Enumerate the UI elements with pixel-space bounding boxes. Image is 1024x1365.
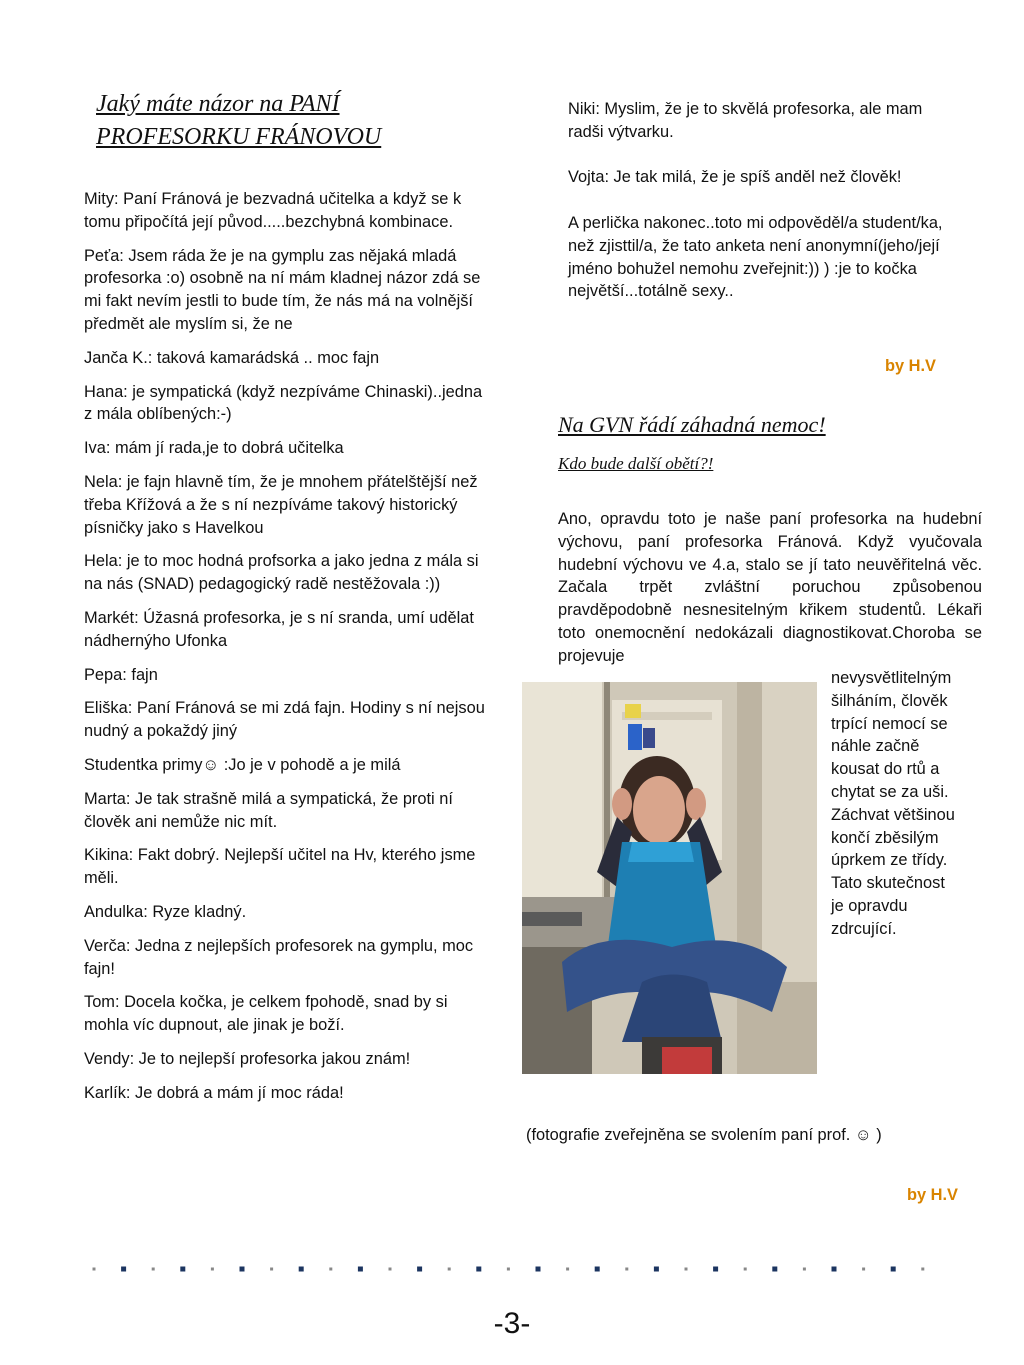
article-body: Ano, opravdu toto je naše paní profesorka na hudební výchovu, paní profesorka Fránová. Když vyučovala hudební výchovu ve 4.a, stalo se jí tato neuvěřitelná věc. Začala trpět zvláštní poruchou způsobenou pravděpodobně nesnesitelným křikem studentů. Lékaři toto onemocnění nedokázali diagnostikovat.Choroba se projevuje	[558, 510, 982, 665]
divider-dot	[595, 1267, 600, 1272]
divider-dot	[625, 1268, 628, 1271]
survey-comment: Tom: Docela kočka, je celkem fpohodě, snad by si mohla víc dupnout, ale jinak je boží.	[84, 993, 448, 1035]
survey-comment: Nela: je fajn hlavně tím, že je mnohem přátelštější než třeba Křížová a že s ní nezpíváme takový historický písničky jako s Havelkou	[84, 472, 478, 537]
survey-byline: by H.V	[884, 357, 936, 375]
divider-dot	[862, 1268, 865, 1271]
divider-dot	[803, 1268, 806, 1271]
divider-dot	[536, 1267, 541, 1272]
divider-dot	[921, 1268, 924, 1271]
survey-comment: Markét: Úžasná profesorka, je s ní sranda, umí udělat nádhernýho Ufonka	[84, 608, 474, 650]
article-title: Na GVN řádí záhadná nemoc!	[558, 412, 826, 437]
survey-comment: Verča: Jedna z nejlepších profesorek na gymplu, moc fajn!	[84, 936, 474, 978]
survey-comment: Kikina: Fakt dobrý. Nejlepší učitel na Hv, kterého jsme měli.	[84, 846, 476, 888]
survey-comment: Vendy: Je to nejlepší profesorka jakou znám!	[84, 1049, 411, 1068]
divider-dots	[84, 1262, 944, 1276]
survey-comment: Hana: je sympatická (když nezpíváme Chinaski)..jedna z mála oblíbených:-)	[84, 382, 483, 424]
page-number: -3-	[493, 1307, 531, 1340]
dotted-divider	[84, 1262, 944, 1276]
divider-dot	[654, 1267, 659, 1272]
article-body-continued: nevysvětlitelným šilháním, člověk trpící nemocí se náhle začně kousat do rtů a chytat se za uši. Záchvat většinou končí zběsilým úprkem ze třídy. Tato skutečnost je opravdu zdrcující.	[831, 669, 955, 938]
survey-comment: Andulka: Ryze kladný.	[84, 902, 247, 921]
divider-dot	[93, 1268, 96, 1271]
article-subtitle: Kdo bude další obětí?!	[558, 454, 714, 473]
article-header	[558, 410, 988, 476]
divider-dot	[270, 1268, 273, 1271]
survey-comment: Mity: Paní Fránová je bezvadná učitelka a když se k tomu připočítá její původ.....bezchybná kombinace.	[84, 190, 462, 231]
right-column	[568, 98, 954, 326]
divider-dot	[507, 1268, 510, 1271]
photo-illustration	[522, 682, 817, 1074]
survey-comment: Iva: mám jí rada,je to dobrá učitelka	[84, 439, 344, 458]
divider-dot	[152, 1268, 155, 1271]
divider-dot	[744, 1268, 747, 1271]
article-byline: by H.V	[906, 1186, 958, 1204]
divider-dot	[389, 1268, 392, 1271]
divider-dot	[329, 1268, 332, 1271]
divider-dot	[713, 1267, 718, 1272]
survey-comment: Studentka primy☺ :Jo je v pohodě a je milá	[84, 755, 401, 774]
divider-dot	[358, 1267, 363, 1272]
divider-dot	[299, 1267, 304, 1272]
survey-comment: Karlík: Je dobrá a mám jí moc ráda!	[84, 1083, 344, 1102]
survey-comment: Peťa: Jsem ráda že je na gymplu zas nějaká mladá profesorka :o) osobně na ní mám kladnej názor zdá se mi fakt nevím jestli to bude tím, že nás má na volnější předmět ale myslím si, že ne	[84, 246, 481, 333]
survey-comment: Vojta: Je tak milá, že je spíš anděl než člověk!	[568, 168, 902, 187]
divider-dot	[832, 1267, 837, 1272]
divider-dot	[448, 1268, 451, 1271]
survey-comment: Hela: je to moc hodná profsorka a jako jedna z mála si na nás (SNAD) pedagogický radě nestěžovala :))	[84, 552, 479, 594]
survey-comment: Marta: Je tak strašně milá a sympatická, že proti ní člověk ani nemůže nic mít.	[84, 789, 453, 831]
survey-title: Jaký máte názor na PANÍ PROFESORKU FRÁNOVOU	[96, 91, 382, 150]
divider-dot	[121, 1267, 126, 1272]
divider-dot	[891, 1267, 896, 1272]
left-column	[84, 88, 494, 1116]
survey-comment: Niki: Myslim, že je to skvělá profesorka, ale mam radši výtvarku.	[568, 100, 923, 141]
survey-comment: Pepa: fajn	[84, 665, 158, 684]
divider-dot	[240, 1267, 245, 1272]
divider-dot	[417, 1267, 422, 1272]
divider-dot	[685, 1268, 688, 1271]
divider-dot	[180, 1267, 185, 1272]
survey-comment: A perlička nakonec..toto mi odpověděl/a student/ka, než zjisttil/a, že tato anketa není anonymní(jeho/její jméno bohužel nemohu zveřejnit:)) ) :je to kočka největší...totálně sexy..	[568, 213, 943, 301]
divider-dot	[566, 1268, 569, 1271]
survey-comment: Janča K.: taková kamarádská .. moc fajn	[84, 348, 380, 367]
survey-comment: Eliška: Paní Fránová se mi zdá fajn. Hodiny s ní nejsou nudný a pokaždý jiný	[84, 699, 485, 741]
photo-caption: (fotografie zveřejněna se svolením paní prof. ☺ )	[526, 1126, 882, 1144]
divider-dot	[476, 1267, 481, 1272]
article-photo	[522, 682, 817, 1074]
divider-dot	[211, 1268, 214, 1271]
divider-dot	[772, 1267, 777, 1272]
